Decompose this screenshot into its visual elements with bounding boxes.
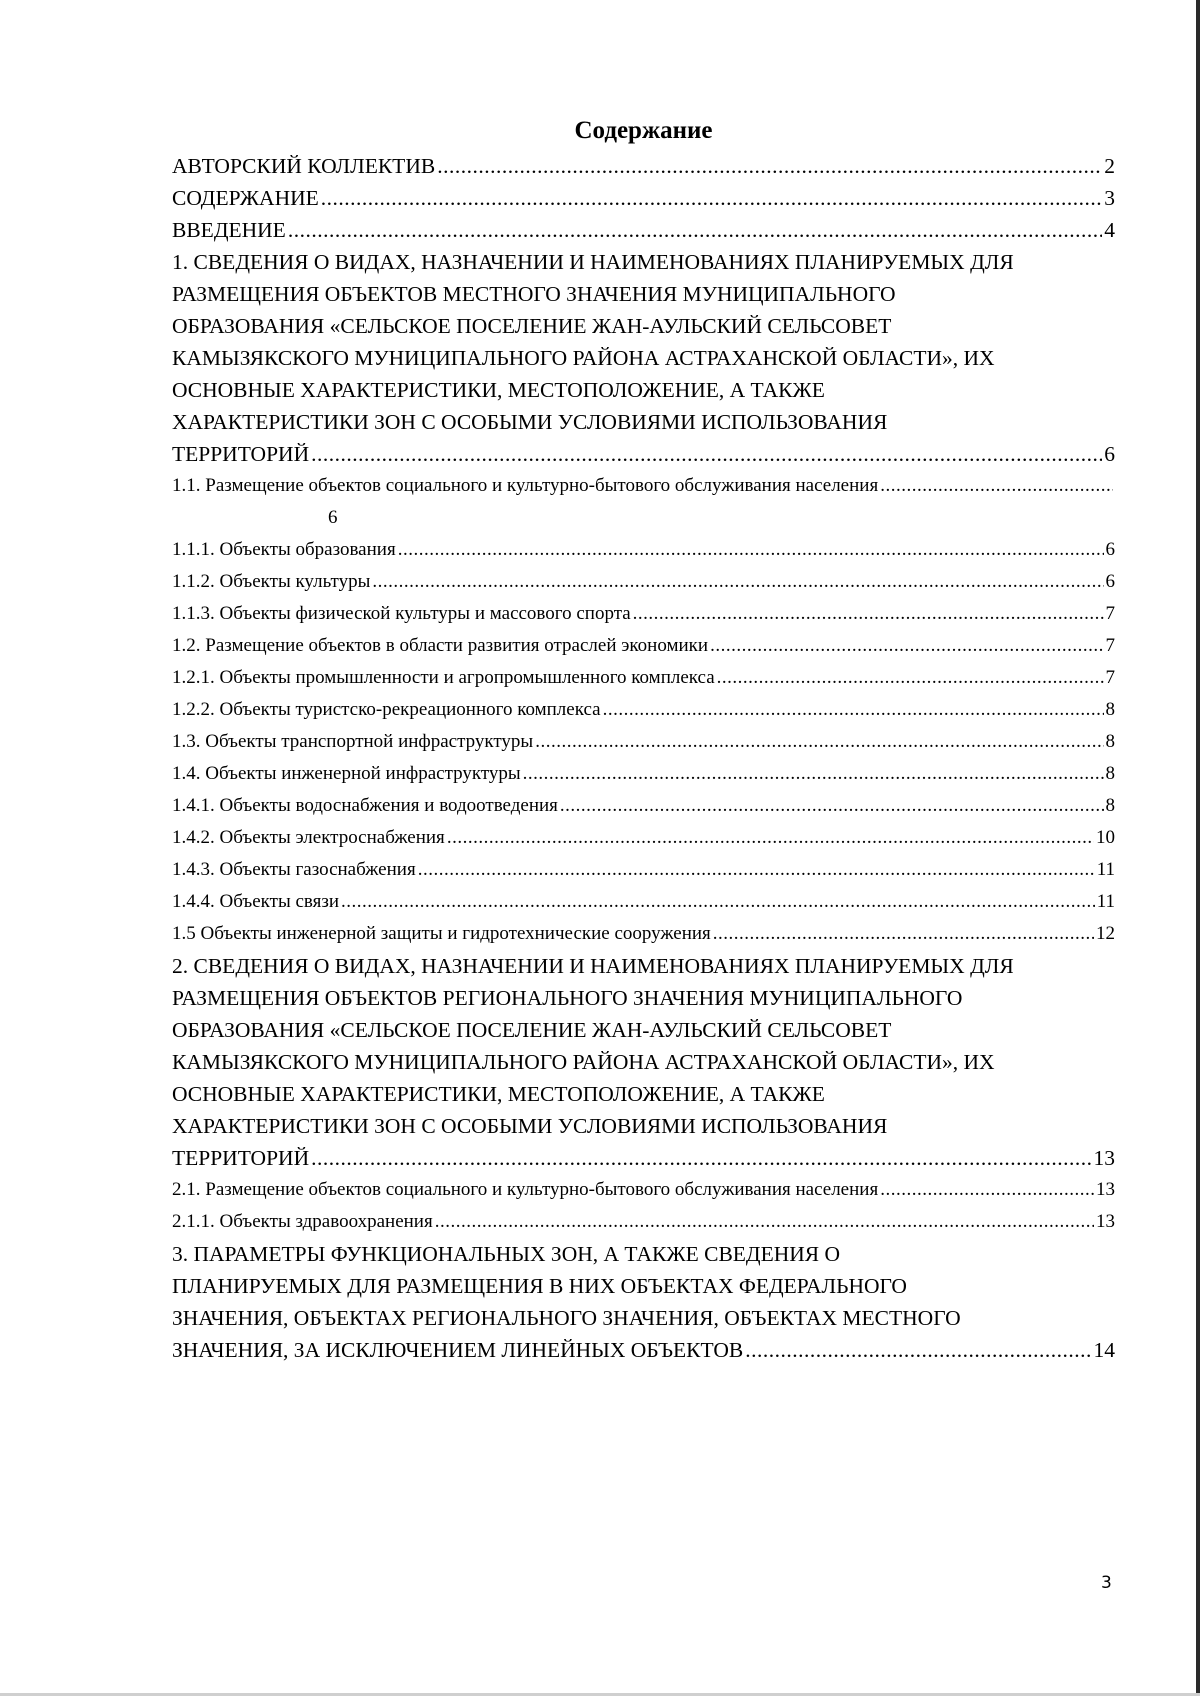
toc-dot-leader <box>713 918 1094 950</box>
toc-entry-title: АВТОРСКИЙ КОЛЛЕКТИВ <box>172 154 436 178</box>
toc-entry-line: ЗНАЧЕНИЯ, ОБЪЕКТАХ РЕГИОНАЛЬНОГО ЗНАЧЕНИЯ, ОБЪЕКТАХ МЕСТНОГО <box>172 1306 961 1330</box>
toc-entry[interactable] <box>172 822 1115 854</box>
toc-entry[interactable] <box>172 950 1115 1174</box>
toc-entry-last-line <box>172 534 1115 566</box>
toc-entry-title: 1.2. Размещение объектов в области развития отраслей экономики <box>172 635 709 656</box>
toc-dot-leader <box>372 566 1103 598</box>
toc-entry-line: 2. СВЕДЕНИЯ О ВИДАХ, НАЗНАЧЕНИИ И НАИМЕНОВАНИЯХ ПЛАНИРУЕМЫХ ДЛЯ <box>172 954 1014 978</box>
toc-page-number: 8 <box>1105 699 1115 720</box>
toc-entry-line: ПЛАНИРУЕМЫХ ДЛЯ РАЗМЕЩЕНИЯ В НИХ ОБЪЕКТАХ ФЕДЕРАЛЬНОГО <box>172 1274 907 1298</box>
toc-entry-title: 1.1. Размещение объектов социального и культурно-бытового обслуживания населения <box>172 475 879 496</box>
toc-entry-title: 1.4.3. Объекты газоснабжения <box>172 859 416 880</box>
toc-entry[interactable] <box>172 1174 1115 1206</box>
toc-dot-leader <box>717 662 1104 694</box>
toc-entry-last-line <box>172 1142 1115 1174</box>
toc-page-number: 8 <box>1105 763 1115 784</box>
toc-dot-leader <box>321 182 1102 214</box>
toc-entry[interactable] <box>172 694 1115 726</box>
toc-entry-title: ЗНАЧЕНИЯ, ЗА ИСКЛЮЧЕНИЕМ ЛИНЕЙНЫХ ОБЪЕКТОВ <box>172 1338 744 1362</box>
toc-page-number: 8 <box>1105 795 1115 816</box>
toc-entry-title: 2.1.1. Объекты здравоохранения <box>172 1211 433 1232</box>
toc-entry-title: 1.2.2. Объекты туристско-рекреационного комплекса <box>172 699 601 720</box>
toc-page-number: 4 <box>1104 218 1115 242</box>
toc-entry[interactable] <box>172 470 1115 534</box>
toc-entry-line: ОСНОВНЫЕ ХАРАКТЕРИСТИКИ, МЕСТОПОЛОЖЕНИЕ, А ТАКЖЕ <box>172 1082 825 1106</box>
toc-entry-title: 1.1.3. Объекты физической культуры и массового спорта <box>172 603 631 624</box>
toc-entry[interactable] <box>172 886 1115 918</box>
toc-page-number: 7 <box>1105 635 1115 656</box>
toc-entry-title: ВВЕДЕНИЕ <box>172 218 286 242</box>
toc-dot-leader <box>311 1142 1091 1174</box>
toc-dot-leader <box>447 822 1094 854</box>
toc-page-number: 11 <box>1096 859 1115 880</box>
toc-entry-last-line <box>172 150 1115 182</box>
toc-title: Содержание <box>574 117 713 144</box>
toc-entry-last-line <box>172 886 1115 918</box>
toc-entry-line: ХАРАКТЕРИСТИКИ ЗОН С ОСОБЫМИ УСЛОВИЯМИ ИСПОЛЬЗОВАНИЯ <box>172 1114 888 1138</box>
toc-entry-last-line <box>172 758 1115 790</box>
toc-page-number: 12 <box>1096 923 1115 944</box>
toc-entry-last-line <box>172 726 1115 758</box>
toc-page-number: 13 <box>1096 1179 1115 1200</box>
toc-entry-title: 1.4. Объекты инженерной инфраструктуры <box>172 763 521 784</box>
toc-page-number: 2 <box>1104 154 1115 178</box>
toc-entry-line: РАЗМЕЩЕНИЯ ОБЪЕКТОВ МЕСТНОГО ЗНАЧЕНИЯ МУНИЦИПАЛЬНОГО <box>172 282 896 306</box>
toc-entry[interactable] <box>172 790 1115 822</box>
toc-entry-title: ТЕРРИТОРИЙ <box>172 1146 310 1170</box>
toc-dot-leader <box>398 534 1104 566</box>
toc-entry-line: РАЗМЕЩЕНИЯ ОБЪЕКТОВ РЕГИОНАЛЬНОГО ЗНАЧЕНИЯ МУНИЦИПАЛЬНОГО <box>172 986 963 1010</box>
toc-entry-last-line <box>172 790 1115 822</box>
toc-page-number: 3 <box>1104 186 1115 210</box>
toc-entry[interactable] <box>172 1206 1115 1238</box>
toc-dot-leader <box>435 1206 1094 1238</box>
toc-entry-title: 1.4.2. Объекты электроснабжения <box>172 827 445 848</box>
toc-entry-line: ОБРАЗОВАНИЯ «СЕЛЬСКОЕ ПОСЕЛЕНИЕ ЖАН-АУЛЬСКИЙ СЕЛЬСОВЕТ <box>172 314 892 338</box>
toc-entry-line: ОСНОВНЫЕ ХАРАКТЕРИСТИКИ, МЕСТОПОЛОЖЕНИЕ, А ТАКЖЕ <box>172 378 825 402</box>
toc-entry-last-line <box>172 822 1115 854</box>
toc-entry-title: СОДЕРЖАНИЕ <box>172 186 319 210</box>
toc-entry-title: 1.4.4. Объекты связи <box>172 891 340 912</box>
toc-entry[interactable] <box>172 662 1115 694</box>
toc-entry[interactable] <box>172 182 1115 214</box>
toc-entry-title: 1.1.1. Объекты образования <box>172 539 396 560</box>
toc-entry-last-line <box>172 214 1115 246</box>
toc-entry[interactable] <box>172 566 1115 598</box>
toc-entry-title: 2.1. Размещение объектов социального и культурно-бытового обслуживания населения <box>172 1179 879 1200</box>
toc-entry[interactable] <box>172 630 1115 662</box>
toc-entry-title: 1.1.2. Объекты культуры <box>172 571 371 592</box>
toc-page-number: 13 <box>1096 1211 1115 1232</box>
toc-entry-last-line <box>172 854 1115 886</box>
toc-entry-title: 1.3. Объекты транспортной инфраструктуры <box>172 731 534 752</box>
toc-dot-leader <box>535 726 1103 758</box>
toc-entry-title: 1.2.1. Объекты промышленности и агропромышленного комплекса <box>172 667 715 688</box>
toc-page-number: 7 <box>1105 603 1115 624</box>
toc-entry[interactable] <box>172 854 1115 886</box>
toc-dot-leader <box>311 438 1102 470</box>
toc-entry-last-line <box>172 598 1115 630</box>
toc-entry-last-line <box>172 566 1115 598</box>
toc-page-number-wrapped: 6 <box>328 507 338 528</box>
toc-dot-leader <box>603 694 1104 726</box>
toc-dot-leader <box>418 854 1095 886</box>
toc-entry-line: ОБРАЗОВАНИЯ «СЕЛЬСКОЕ ПОСЕЛЕНИЕ ЖАН-АУЛЬСКИЙ СЕЛЬСОВЕТ <box>172 1018 892 1042</box>
toc-entry[interactable] <box>172 598 1115 630</box>
toc-entry-line: 3. ПАРАМЕТРЫ ФУНКЦИОНАЛЬНЫХ ЗОН, А ТАКЖЕ СВЕДЕНИЯ О <box>172 1242 841 1266</box>
toc-dot-leader <box>523 758 1104 790</box>
toc-page-number: 6 <box>1104 442 1115 466</box>
toc-dot-leader <box>710 630 1103 662</box>
toc-dot-leader <box>437 150 1102 182</box>
toc-entry-title: 1.5 Объекты инженерной защиты и гидротехнические сооружения <box>172 923 711 944</box>
toc-entry[interactable] <box>172 534 1115 566</box>
toc-page-number: 13 <box>1093 1146 1115 1170</box>
toc-page-number: 11 <box>1096 891 1115 912</box>
toc-entry-last-line <box>172 918 1115 950</box>
toc-entry-line: КАМЫЗЯКСКОГО МУНИЦИПАЛЬНОГО РАЙОНА АСТРАХАНСКОЙ ОБЛАСТИ», ИХ <box>172 346 995 370</box>
toc-dot-leader <box>288 214 1102 246</box>
toc-page-number: 14 <box>1093 1338 1115 1362</box>
toc-entry-last-line <box>172 1334 1115 1366</box>
page-right-edge <box>1196 0 1200 1696</box>
toc-page-number: 6 <box>1105 539 1115 560</box>
toc-dot-leader <box>560 790 1104 822</box>
toc-entry-last-line <box>172 438 1115 470</box>
toc-list <box>172 150 1115 1366</box>
toc-dot-leader <box>633 598 1104 630</box>
toc-entry-last-line <box>172 630 1115 662</box>
toc-entry[interactable] <box>172 214 1115 246</box>
toc-entry-line: ХАРАКТЕРИСТИКИ ЗОН С ОСОБЫМИ УСЛОВИЯМИ ИСПОЛЬЗОВАНИЯ <box>172 410 888 434</box>
toc-dot-leader <box>745 1334 1091 1366</box>
table-of-contents <box>172 115 1115 1366</box>
toc-entry-last-line <box>172 1206 1115 1238</box>
toc-entry-title: ТЕРРИТОРИЙ <box>172 442 310 466</box>
toc-dot-leader <box>880 1174 1094 1206</box>
toc-entry-title: 1.4.1. Объекты водоснабжения и водоотведения <box>172 795 558 816</box>
toc-entry-line: КАМЫЗЯКСКОГО МУНИЦИПАЛЬНОГО РАЙОНА АСТРАХАНСКОЙ ОБЛАСТИ», ИХ <box>172 1050 995 1074</box>
toc-entry-last-line <box>172 470 1115 502</box>
toc-entry[interactable] <box>172 726 1115 758</box>
toc-entry[interactable] <box>172 758 1115 790</box>
toc-page-number: 7 <box>1105 667 1115 688</box>
toc-dot-leader <box>880 470 1113 502</box>
toc-page-number: 6 <box>1105 571 1115 592</box>
toc-entry[interactable] <box>172 150 1115 182</box>
toc-entry-line: 1. СВЕДЕНИЯ О ВИДАХ, НАЗНАЧЕНИИ И НАИМЕНОВАНИЯХ ПЛАНИРУЕМЫХ ДЛЯ <box>172 250 1014 274</box>
toc-entry-last-line <box>172 182 1115 214</box>
toc-entry[interactable] <box>172 918 1115 950</box>
toc-entry-last-line <box>172 694 1115 726</box>
toc-page-number: 10 <box>1096 827 1115 848</box>
page-number: 3 <box>1101 1573 1112 1593</box>
toc-entry-last-line <box>172 662 1115 694</box>
toc-entry[interactable] <box>172 246 1115 470</box>
toc-entry[interactable] <box>172 1238 1115 1366</box>
toc-entry-last-line <box>172 1174 1115 1206</box>
toc-dot-leader <box>341 886 1095 918</box>
toc-page-number: 8 <box>1105 731 1115 752</box>
